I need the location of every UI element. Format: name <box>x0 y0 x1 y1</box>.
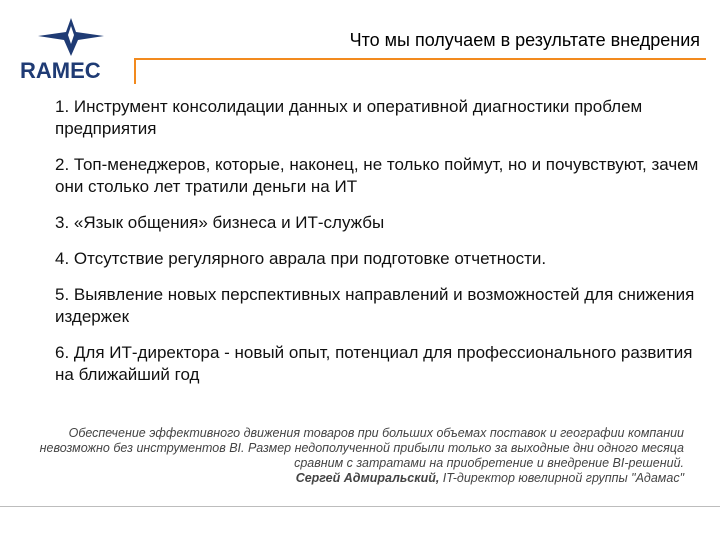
list-item: 6. Для ИТ-директора - новый опыт, потенциал для профессионального развития на ближайший год <box>55 343 693 384</box>
header-divider <box>135 58 706 60</box>
logo-text: RAMEC <box>20 58 101 83</box>
footer-divider <box>0 506 720 507</box>
quote-author-role: IT-директор ювелирной группы "Адамас" <box>439 471 684 485</box>
list-item: 1. Инструмент консолидации данных и оперативной диагностики проблем предприятия <box>55 97 643 138</box>
quote-text: Обеспечение эффективного движения товаров при больших объемах поставок и географии компании невозможно без инструментов BI. Размер недополученной прибыли только за выходные дни одного месяца сравним с затратами на приобретение и внедрение BI-решений. <box>39 426 684 470</box>
star-eagle-icon <box>36 16 106 58</box>
benefits-list <box>55 96 705 400</box>
page-title: Что мы получаем в результате внедрения <box>349 30 700 50</box>
list-item: 3. «Язык общения» бизнеса и ИТ-службы <box>55 213 385 232</box>
quote-author: Сергей Адмиральский, <box>295 471 440 485</box>
list-item: 4. Отсутствие регулярного аврала при подготовке отчетности. <box>55 249 547 268</box>
list-item: 5. Выявление новых перспективных направлений и возможностей для снижения издержек <box>55 285 695 326</box>
list-item: 2. Топ-менеджеров, которые, наконец, не только поймут, но и почувствуют, зачем они столько лет тратили деньги на ИТ <box>55 155 699 196</box>
company-logo <box>20 16 135 82</box>
testimonial-quote <box>30 426 684 486</box>
header-divider-vertical <box>134 58 136 84</box>
